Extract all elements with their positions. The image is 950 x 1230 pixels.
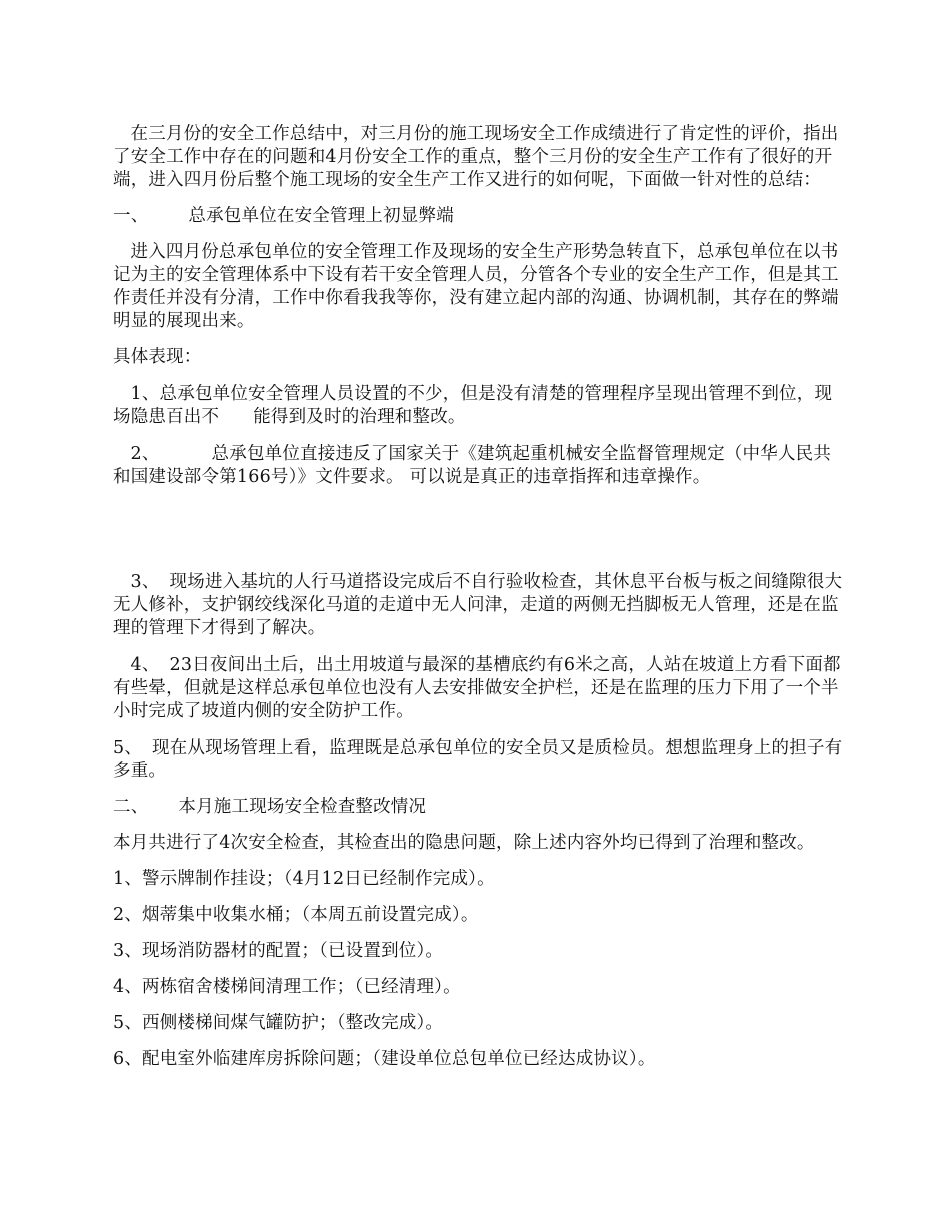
- section1-item-5: [113, 737, 843, 783]
- section2-body: 本月共进行了4次安全检查，其检查出的隐患问题，除上述内容外均已得到了治理和整改。: [113, 833, 815, 853]
- item-text: 现在从现场管理上看，监理既是总承包单位的安全员又是质检员。想想监理身上的担子有多重。: [113, 738, 843, 781]
- item-text: 现场进入基坑的人行马道搭设完成后不自行验收检查，其休息平台板与板之间缝隙很大无人修补，支护钢绞线深化马道的走道中无人问津，走道的两侧无挡脚板无人管理，还是在监理的管理下才得到了解决。: [113, 572, 843, 638]
- section2-item-6: 6、配电室外临建库房拆除问题；（建设单位总包单位已经达成协议）。: [113, 1049, 656, 1069]
- section1-subheading: 具体表现：: [113, 347, 202, 367]
- section1-item-2: [113, 443, 843, 489]
- section1-item-1: [113, 383, 843, 429]
- section2-item-2: 2、烟蒂集中收集水桶；（本周五前设置完成）。: [113, 905, 479, 925]
- item-number: 3、: [130, 572, 160, 592]
- item-text: 总承包单位安全管理人员设置的不少，但是没有清楚的管理程序呈现出管理不到位，现场隐患百出不: [113, 384, 833, 427]
- section2-item-3: 3、现场消防器材的配置；（已设置到位）。: [113, 941, 444, 961]
- section1-heading: [113, 205, 843, 228]
- section1-title: 总承包单位在安全管理上初显弊端: [188, 206, 454, 226]
- document-page: [113, 123, 843, 1071]
- section1-body: 进入四月份总承包单位的安全管理工作及现场的安全生产形势急转直下，总承包单位在以书记为主的安全管理体系中下设有若干安全管理人员，分管各个专业的安全生产工作，但是其工作责任并没有分清，工作中你看我我等你，没有建立起内部的沟通、协调机制，其存在的弊端明显的展现出来。: [113, 242, 839, 331]
- item-number: 2、: [130, 444, 160, 464]
- section2-item-4: 4、两栋宿舍楼梯间清理工作；（已经清理）。: [113, 977, 461, 997]
- section1-item-3: [113, 571, 843, 640]
- section2-item-5: 5、西侧楼梯间煤气罐防护；（整改完成）。: [113, 1013, 444, 1033]
- section1-item-4: [113, 654, 843, 723]
- section2-number: 二、: [113, 797, 149, 817]
- section2-title: 本月施工现场安全检查整改情况: [178, 797, 427, 817]
- item-text-continued: 能得到及时的治理和整改。: [253, 407, 466, 427]
- item-number: 1、: [130, 384, 160, 404]
- item-text: 23日夜间出土后，出土用坡道与最深的基槽底约有6米之高，人站在坡道上方看下面都有些晕，但就是这样总承包单位也没有人去安排做安全护栏，还是在监理的压力下用了一个半小时完成了坡道内侧的安全防护工作。: [113, 655, 841, 721]
- section2-item-1: 1、警示牌制作挂设；（4月12日已经制作完成）。: [113, 869, 495, 889]
- section1-number: 一、: [113, 206, 149, 226]
- intro-paragraph: 在三月份的安全工作总结中，对三月份的施工现场安全工作成绩进行了肯定性的评价，指出了安全工作中存在的问题和4月份安全工作的重点，整个三月份的安全生产工作有了很好的开端，进入四月份后整个施工现场的安全生产工作又进行的如何呢，下面做一针对性的总结：: [113, 124, 839, 190]
- item-number: 5、: [113, 738, 143, 758]
- item-text: 总承包单位直接违反了国家关于《建筑起重机械安全监督管理规定（中华人民共和国建设部令第166号）》文件要求。 可以说是真正的违章指挥和违章操作。: [113, 444, 832, 487]
- section2-heading: [113, 796, 843, 819]
- item-number: 4、: [130, 655, 160, 675]
